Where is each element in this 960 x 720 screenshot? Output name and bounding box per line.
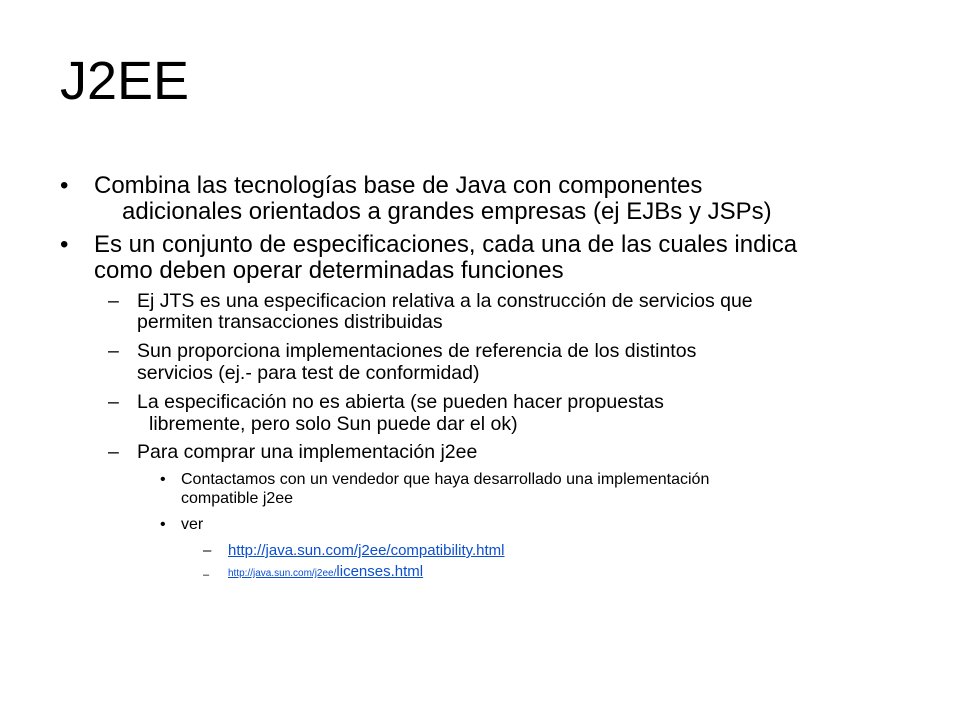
item-6-line-1: Para comprar una implementación j2ee bbox=[137, 441, 478, 463]
dash-icon: – bbox=[108, 391, 119, 413]
item-2-line-2: como deben operar determinadas funciones bbox=[94, 257, 564, 284]
item-7-line-1: Contactamos con un vendedor que haya desarrollado una implementación bbox=[181, 471, 710, 488]
bullet-icon: • bbox=[160, 471, 166, 488]
licenses-link-prefix: http://java.sun.com/j2ee/ bbox=[228, 568, 337, 579]
item-3-line-2: permiten transacciones distribuidas bbox=[137, 311, 443, 333]
item-1-line-1: Combina las tecnologías base de Java con componentes bbox=[94, 172, 703, 199]
item-8-line-1: ver bbox=[181, 516, 204, 533]
item-5-line-1: La especificación no es abierta (se pueden hacer propuestas bbox=[137, 391, 664, 413]
item-3-line-1: Ej JTS es una especificacion relativa a la construcción de servicios que bbox=[137, 290, 753, 312]
licenses-link-suffix: licenses.html bbox=[336, 563, 424, 580]
bullet-icon: • bbox=[60, 231, 69, 258]
item-7-line-2: compatible j2ee bbox=[181, 490, 294, 507]
item-4-line-1: Sun proporciona implementaciones de referencia de los distintos bbox=[137, 340, 697, 362]
dash-icon: – bbox=[203, 542, 212, 559]
dash-icon: – bbox=[203, 569, 210, 581]
bullet-icon: • bbox=[160, 516, 166, 533]
item-1-line-2: adicionales orientados a grandes empresas (ej EJBs y JSPs) bbox=[122, 198, 772, 225]
slide-title: J2EE bbox=[60, 51, 190, 111]
dash-icon: – bbox=[108, 340, 119, 362]
item-2-line-1: Es un conjunto de especificaciones, cada una de las cuales indica bbox=[94, 231, 798, 258]
compatibility-link[interactable]: http://java.sun.com/j2ee/compatibility.html bbox=[228, 542, 505, 559]
bullet-icon: • bbox=[60, 172, 69, 199]
item-4-line-2: servicios (ej.- para test de conformidad) bbox=[137, 362, 480, 384]
licenses-link[interactable] bbox=[228, 563, 423, 583]
item-5-line-2: libremente, pero solo Sun puede dar el ok) bbox=[149, 413, 518, 435]
dash-icon: – bbox=[108, 290, 119, 312]
dash-icon: – bbox=[108, 441, 119, 463]
